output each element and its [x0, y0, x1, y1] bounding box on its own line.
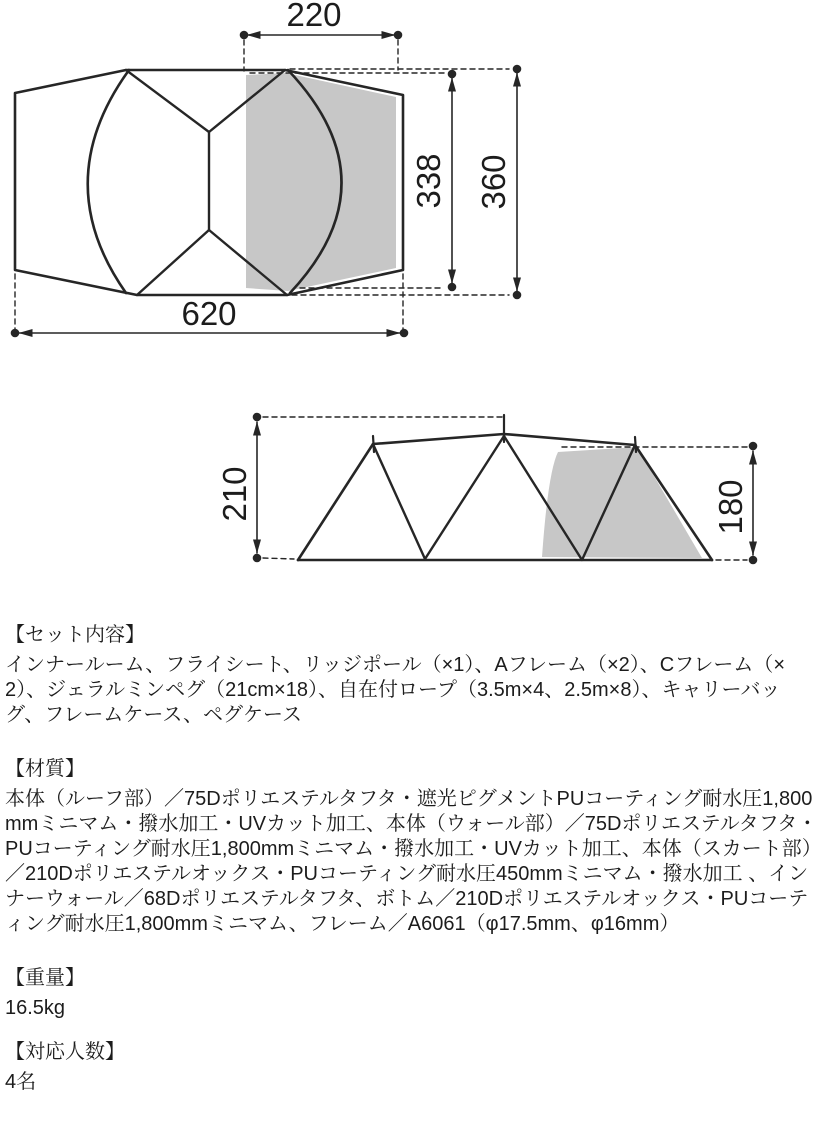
dim-label-180: 180 — [712, 479, 749, 535]
capacity-heading: 【対応人数】 — [5, 1041, 125, 1063]
set-contents-body: インナールーム、フライシート、リッジポール（×1）、Aフレーム（×2）、Cフレーム（×2）、ジェラルミンペグ（21cm×18）、自在付ロープ（3.5m×4、2.5m×8）、キャリーバッグ、フレームケース、ペグケース — [5, 654, 786, 726]
set-contents-heading: 【セット内容】 — [5, 624, 145, 646]
capacity-value: 4名 — [5, 1071, 37, 1093]
dim-label-620: 620 — [181, 295, 237, 332]
dim-360 — [513, 65, 522, 300]
weight-value: 16.5kg — [5, 997, 66, 1019]
dim-210 — [253, 413, 262, 563]
dim-label-210: 210 — [216, 466, 253, 522]
dim-label-220: 220 — [286, 0, 342, 33]
spec-section-set-contents — [5, 623, 819, 728]
dim-338 — [448, 70, 457, 292]
weight-heading: 【重量】 — [5, 967, 85, 989]
material-heading: 【材質】 — [5, 758, 85, 780]
tent-side-view — [253, 413, 758, 565]
side-view-pole-ticks — [373, 415, 636, 452]
dim-180 — [749, 442, 758, 565]
dim-label-338: 338 — [410, 153, 447, 209]
spec-text-block — [5, 623, 819, 1124]
spec-section-material — [5, 757, 819, 937]
top-view-shaded-area — [246, 73, 396, 291]
spec-section-capacity — [5, 1040, 819, 1095]
side-view-shaded-area — [542, 447, 702, 558]
material-body: 本体（ルーフ部）／75Dポリエステルタフタ・遮光ピグメントPUコーティング耐水圧1,800mmミニマム・撥水加工・UVカット加工、本体（ウォール部）／75Dポリエステルタフタ・PUコーティング耐水圧1,800mmミニマム・撥水加工・UVカット加工、本体（スカート部）／210Dポリエステルオックス・PUコーティング耐水圧450mmミニマム・撥水加工 、インナーウォール／68Dポリエステルタフタ、ボトム／210Dポリエステルオックス・PUコーティング耐水圧1,800mmミニマム、フレーム／A6061（φ17.5mm、φ16mm） — [5, 788, 818, 935]
spec-section-weight — [5, 966, 819, 1021]
top-view-left-arc — [88, 70, 129, 293]
dim-label-360: 360 — [475, 154, 512, 210]
